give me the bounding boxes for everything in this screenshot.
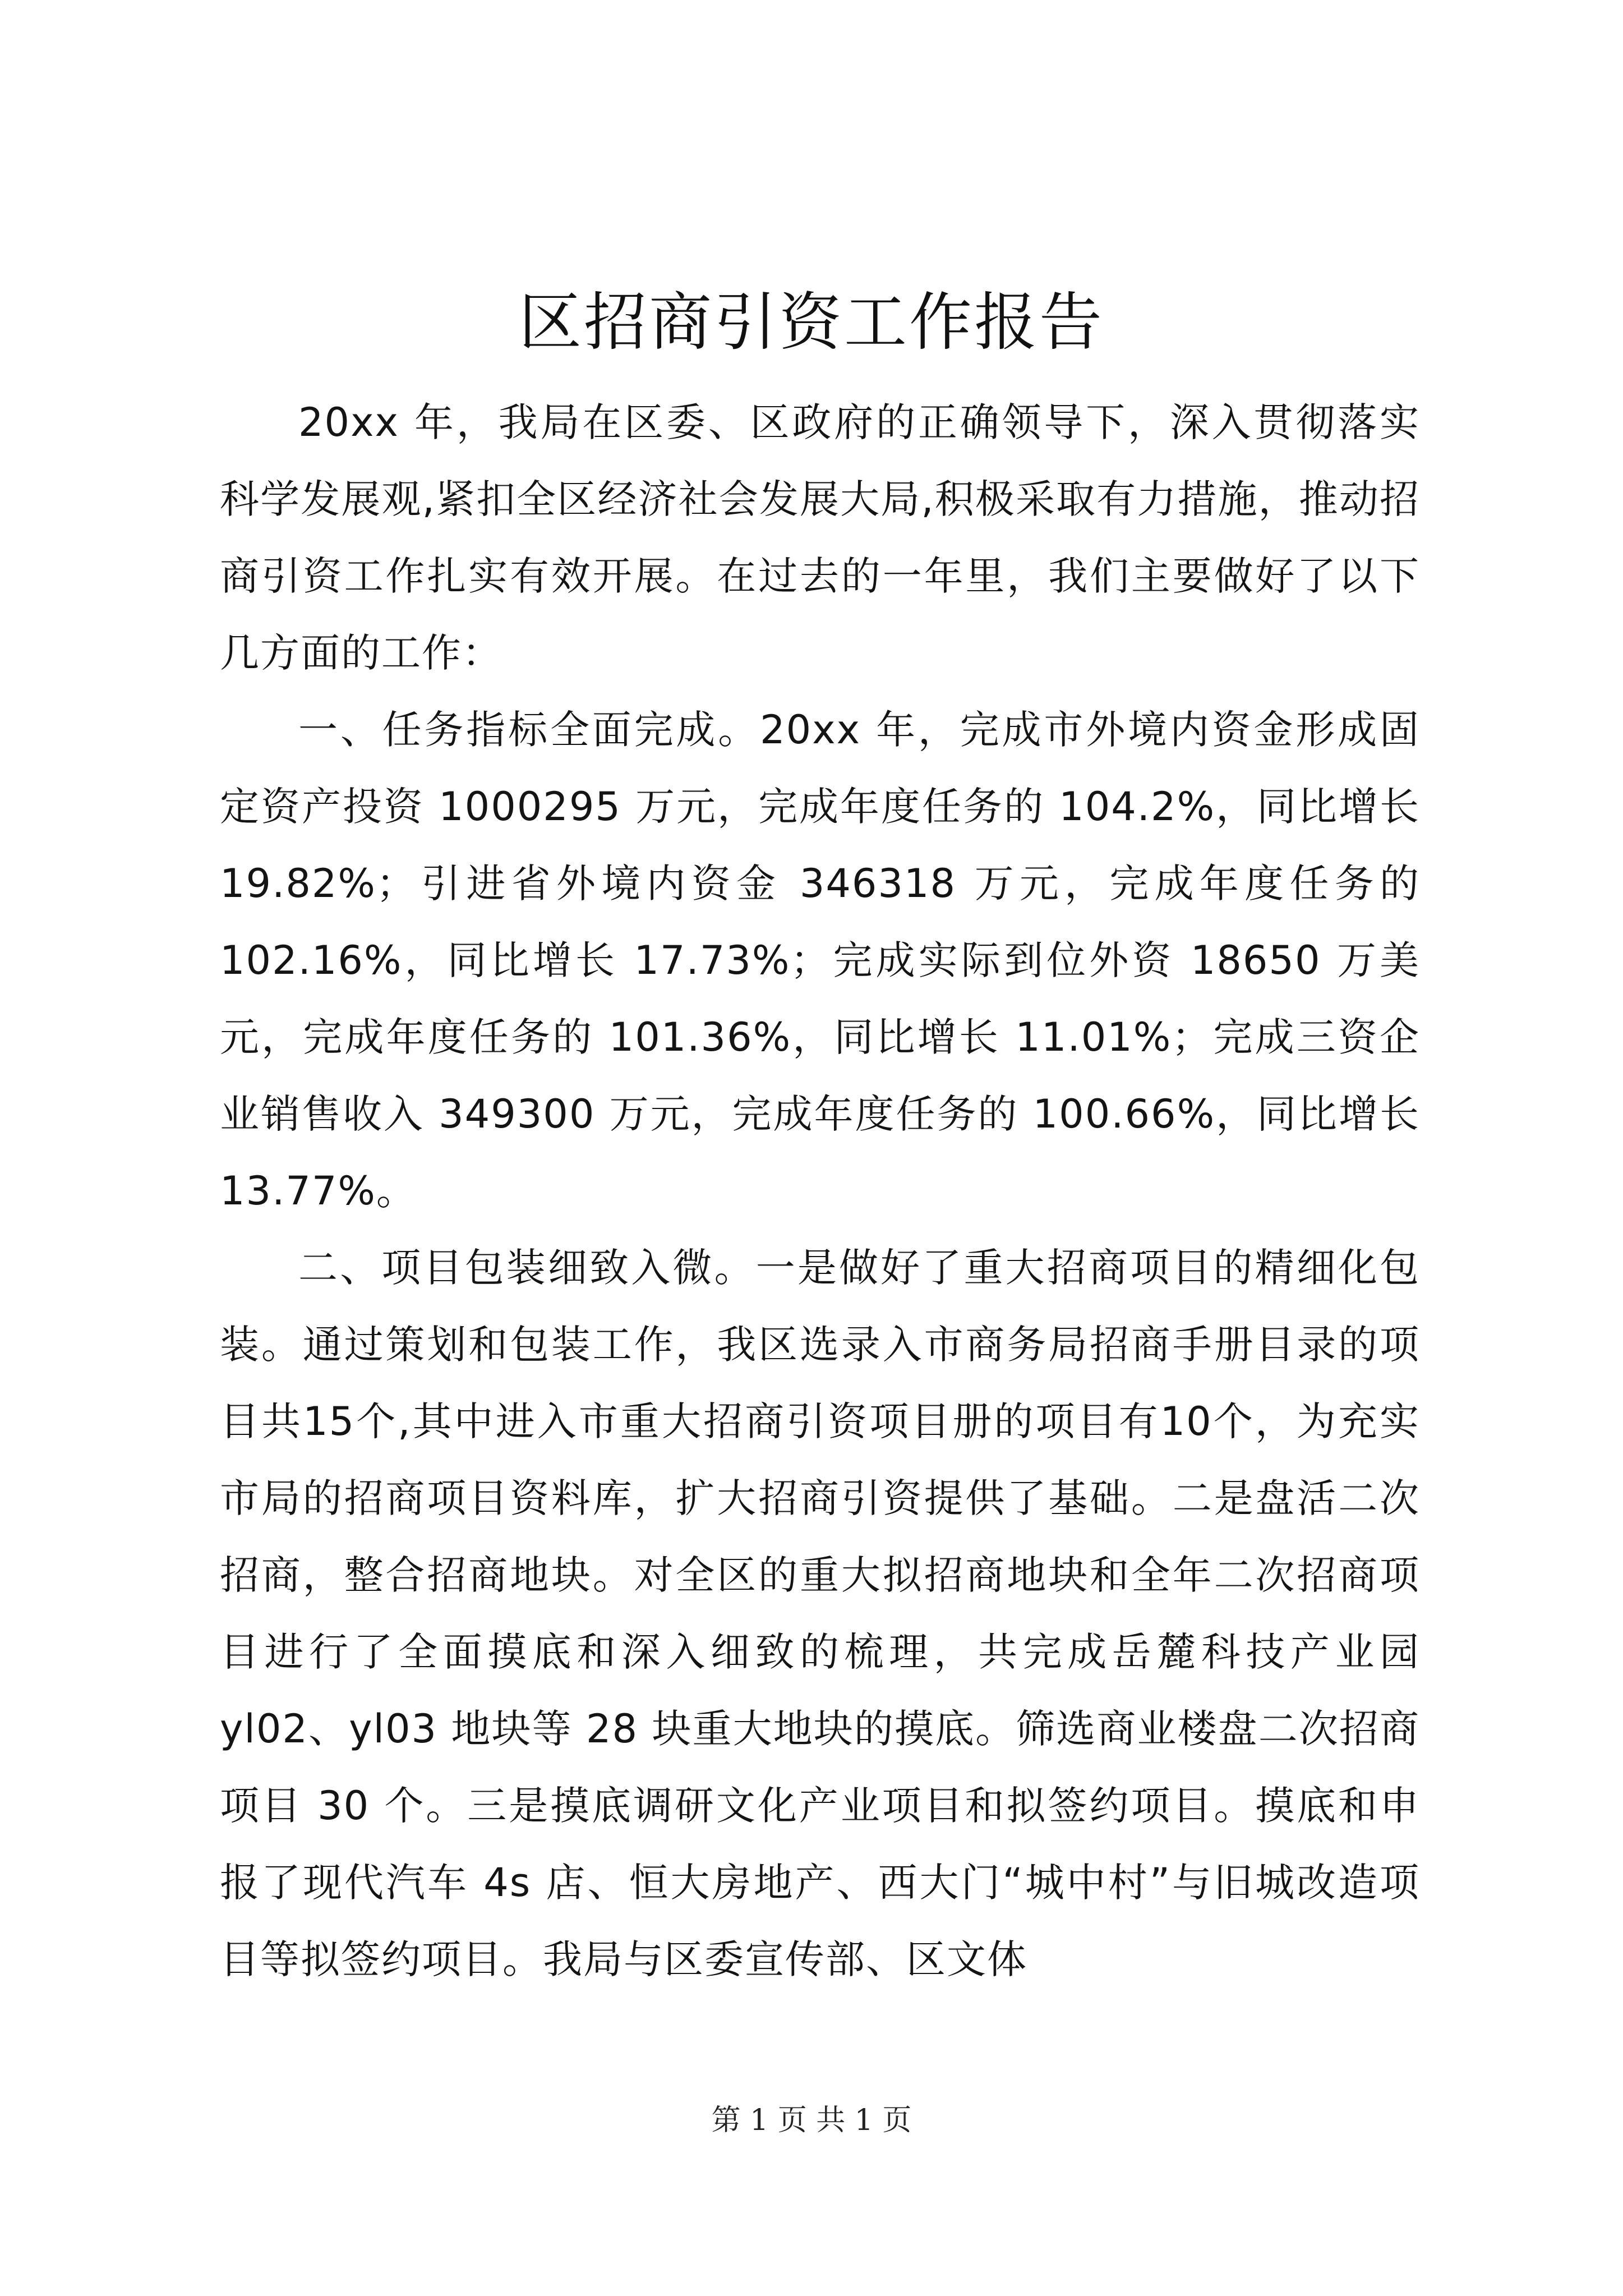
paragraph-project-packaging: 二、项目包装细致入微。一是做好了重大招商项目的精细化包装。通过策划和包装工作，我区选录入市商务局招商手册目录的项目共15个,其中进入市重大招商引资项目册的项目有10个，为充实市局的招商项目资料库，扩大招商引资提供了基础。二是盘活二次招商，整合招商地块。对全区的重大拟招商地块和全年二次招商项目进行了全面摸底和深入细致的梳理，共完成岳麓科技产业园 yl02、yl03 地块等 28 块重大地块的摸底。筛选商业楼盘二次招商项目 30 个。三是摸底调研文化产业项目和拟签约项目。摸底和申报了现代汽车 4s 店、恒大房地产、西大门“城中村”与旧城改造项目等拟签约项目。我局与区委宣传部、区文体 [220, 1245, 1420, 1982]
document-body [220, 384, 1420, 1998]
page-footer: 第 1 页 共 1 页 [711, 2104, 912, 2137]
paragraph-task-indicators: 一、任务指标全面完成。20xx 年，完成市外境内资金形成固定资产投资 1000295 万元，完成年度任务的 104.2%，同比增长 19.82%；引进省外境内资金 346318 万元，完成年度任务的 102.16%，同比增长 17.73%；完成实际到位外资 18650 万美元，完成年度任务的 101.36%，同比增长 11.01%；完成三资企业销售收入 349300 万元，完成年度任务的 100.66%，同比增长 13.77%。 [220, 707, 1420, 1214]
paragraph-intro: 20xx 年，我局在区委、区政府的正确领导下，深入贯彻落实科学发展观,紧扣全区经济社会发展大局,积极采取有力措施，推动招商引资工作扎实有效开展。在过去的一年里，我们主要做好了以下几方面的工作： [220, 399, 1420, 676]
document-title: 区招商引资工作报告 [519, 286, 1104, 359]
